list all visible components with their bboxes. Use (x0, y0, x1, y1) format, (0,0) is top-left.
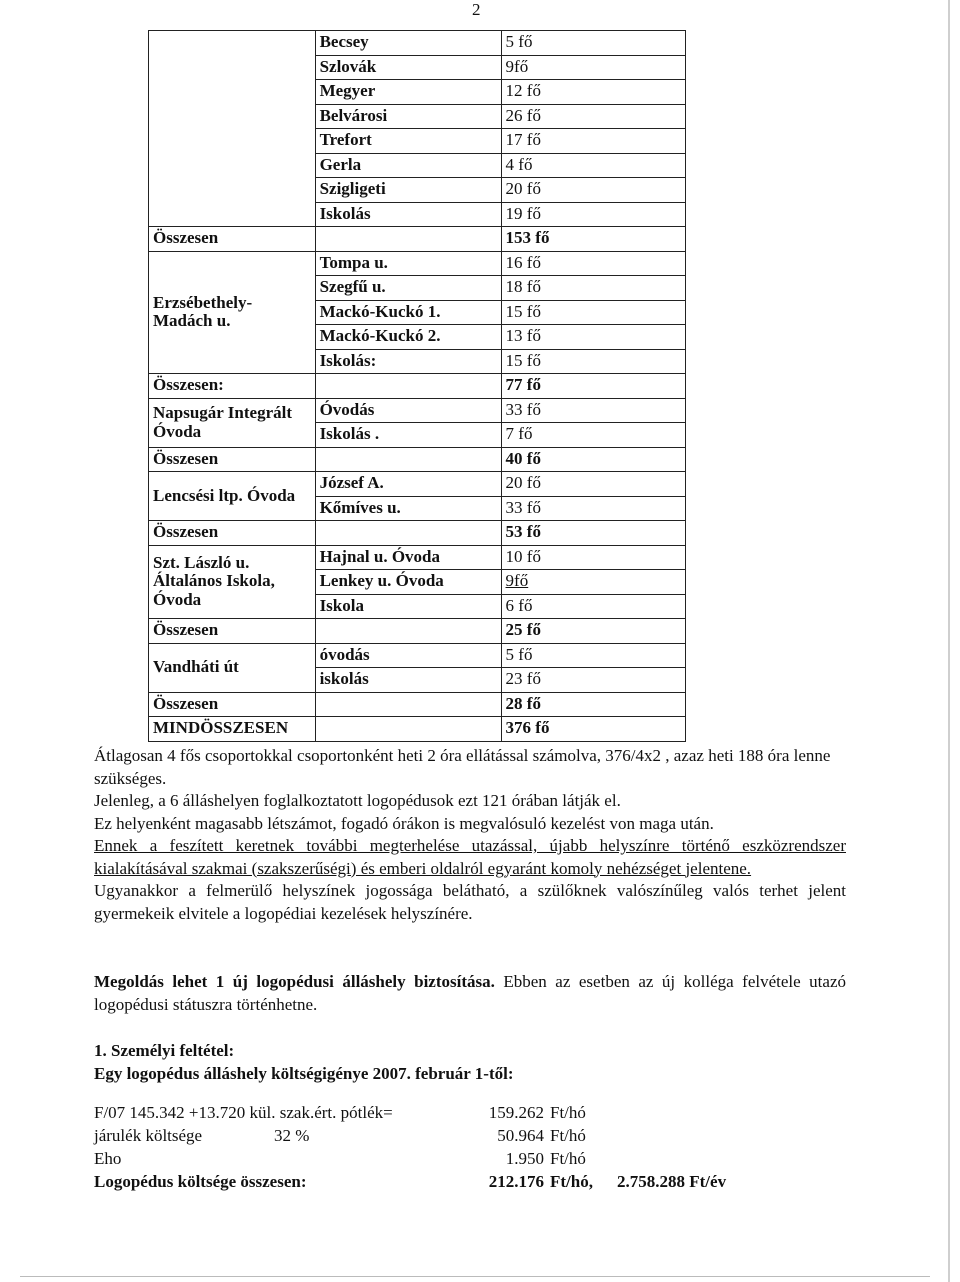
school-cell: Mackó-Kuckó 1. (315, 300, 501, 325)
count-cell: 26 fő (501, 104, 685, 129)
location-cell: Szt. László u. Általános Iskola, Óvoda (149, 545, 316, 619)
cost-amount: 159.262 (488, 1103, 544, 1122)
school-cell: iskolás (315, 668, 501, 693)
subtotal-value: 153 fő (501, 227, 685, 252)
subtotal-label: Összesen (149, 447, 316, 472)
subtotal-row (149, 619, 686, 644)
count-cell: 23 fő (501, 668, 685, 693)
paragraph: Ez helyenként magasabb létszámot, fogadó órákon is megvalósuló kezelést von maga után. (94, 813, 714, 833)
solution-bold: Megoldás lehet 1 új logopédusi álláshely biztosítása. (94, 972, 495, 991)
cost-row (94, 1101, 854, 1124)
subtotal-value: 28 fő (501, 692, 685, 717)
cost-amount: 212.176 (488, 1172, 544, 1191)
school-cell: Megyer (315, 80, 501, 105)
school-cell: Óvodás (315, 398, 501, 423)
location-cell: Erzsébethely-Madách u. (149, 251, 316, 374)
cost-label: F/07 145.342 +13.720 kül. szak.ért. pótlék= (94, 1103, 393, 1122)
count-cell: 18 fő (501, 276, 685, 301)
subtotal-value: 53 fő (501, 521, 685, 546)
subtotal-value: 77 fő (501, 374, 685, 399)
subtotal-row (149, 692, 686, 717)
cost-amount: 1.950 (505, 1149, 544, 1168)
school-cell: Szegfű u. (315, 276, 501, 301)
scan-edge-line (948, 0, 950, 1282)
count-cell: 13 fő (501, 325, 685, 350)
count-cell: 9fő (501, 55, 685, 80)
subtotal-label: Összesen (149, 692, 316, 717)
cost-percent: 32 % (274, 1126, 310, 1145)
cost-label: Eho (94, 1149, 122, 1168)
school-cell: Iskolás (315, 202, 501, 227)
cost-row (94, 1124, 854, 1147)
table-row (149, 251, 686, 276)
cost-label: járulék költsége (94, 1126, 203, 1145)
cost-label: Logopédus költsége összesen: (94, 1172, 307, 1191)
table-row (149, 398, 686, 423)
location-cell: Vandháti út (149, 643, 316, 692)
cost-unit: Ft/hó (550, 1126, 586, 1145)
school-cell: Iskola (315, 594, 501, 619)
cost-annual: 2.758.288 Ft/év (617, 1172, 727, 1191)
footer-rule (20, 1276, 930, 1277)
count-cell: 4 fő (501, 153, 685, 178)
student-count-table (148, 30, 686, 742)
school-cell: Kőmíves u. (315, 496, 501, 521)
subtotal-row (149, 374, 686, 399)
count-cell: 16 fő (501, 251, 685, 276)
school-cell: Tompa u. (315, 251, 501, 276)
location-cell: Lencsési ltp. Óvoda (149, 472, 316, 521)
school-cell: Hajnal u. Óvoda (315, 545, 501, 570)
paragraph: Jelenleg, a 6 álláshelyen foglalkoztatott logopédusok ezt 121 órában látják el. (94, 791, 621, 810)
count-cell: 6 fő (501, 594, 685, 619)
grand-total-label: MINDÖSSZESEN (149, 717, 316, 742)
subtotal-row (149, 521, 686, 546)
heading: Egy logopédus álláshely költségigénye 2007. február 1-től: (94, 1063, 514, 1083)
cost-heading (94, 1040, 846, 1085)
cost-unit: Ft/hó (550, 1149, 586, 1168)
table-row (149, 643, 686, 668)
count-cell: 15 fő (501, 349, 685, 374)
table-row (149, 472, 686, 497)
school-cell: Iskolás . (315, 423, 501, 448)
subtotal-label: Összesen (149, 227, 316, 252)
grand-total-value: 376 fő (501, 717, 685, 742)
grand-total-row (149, 717, 686, 742)
school-cell: József A. (315, 472, 501, 497)
count-cell: 9fő (505, 571, 529, 591)
school-cell: óvodás (315, 643, 501, 668)
school-cell: Szlovák (315, 55, 501, 80)
count-cell: 17 fő (501, 129, 685, 154)
school-cell: Gerla (315, 153, 501, 178)
school-cell: Szigligeti (315, 178, 501, 203)
count-cell: 10 fő (501, 545, 685, 570)
subtotal-label: Összesen (149, 619, 316, 644)
cost-row (94, 1147, 854, 1170)
cost-unit: Ft/hó, (550, 1172, 593, 1191)
cost-amount: 50.964 (497, 1126, 544, 1145)
location-cell: Napsugár Integrált Óvoda (149, 398, 316, 447)
school-cell: Iskolás: (315, 349, 501, 374)
subtotal-row (149, 447, 686, 472)
page-number: 2 (472, 0, 481, 19)
count-cell: 20 fő (501, 178, 685, 203)
cost-unit: Ft/hó (550, 1103, 586, 1122)
subtotal-row (149, 227, 686, 252)
count-cell: 5 fő (501, 643, 685, 668)
count-cell: 15 fő (501, 300, 685, 325)
subtotal-label: Összesen (149, 521, 316, 546)
school-cell: Trefort (315, 129, 501, 154)
cost-total-row (94, 1170, 854, 1193)
underlined-paragraph: Ennek a feszített keretnek további megterhelése utazással, újabb helyszínre történő eszközrendszer kialakításával szakmai (szakszerűségi) és emberi oldalról egyaránt komoly nehézséget jelentene. (94, 836, 846, 878)
count-cell: 5 fő (501, 31, 685, 56)
subtotal-value: 25 fő (501, 619, 685, 644)
count-cell: 33 fő (501, 398, 685, 423)
table-row (149, 31, 686, 56)
paragraph: Ugyanakkor a felmerülő helyszínek jogossága belátható, a szülőknek valószínűleg valós terhet jelent gyermekeik elvitele a logopédiai kezelések helyszínére. (94, 881, 846, 923)
body-text (94, 745, 846, 925)
school-cell: Belvárosi (315, 104, 501, 129)
table-row (149, 545, 686, 570)
count-cell: 33 fő (501, 496, 685, 521)
school-cell: Lenkey u. Óvoda (315, 570, 501, 595)
solution-rest: Ebben az esetben az új kolléga felvétele utazó logopédusi státuszra történhetne. (94, 972, 846, 1014)
heading: 1. Személyi feltétel: (94, 1041, 235, 1060)
paragraph: Átlagosan 4 fős csoportokkal csoportonként heti 2 óra ellátással számolva, 376/4x2 , azaz heti 188 óra lenne szükséges. (94, 746, 831, 788)
school-cell: Becsey (315, 31, 501, 56)
cost-table (94, 1101, 854, 1193)
school-cell: Mackó-Kuckó 2. (315, 325, 501, 350)
count-cell: 20 fő (501, 472, 685, 497)
subtotal-label: Összesen: (149, 374, 316, 399)
location-cell (149, 31, 316, 227)
subtotal-value: 40 fő (501, 447, 685, 472)
count-cell: 12 fő (501, 80, 685, 105)
count-cell: 19 fő (501, 202, 685, 227)
count-cell: 7 fő (501, 423, 685, 448)
solution-paragraph (94, 971, 846, 1016)
